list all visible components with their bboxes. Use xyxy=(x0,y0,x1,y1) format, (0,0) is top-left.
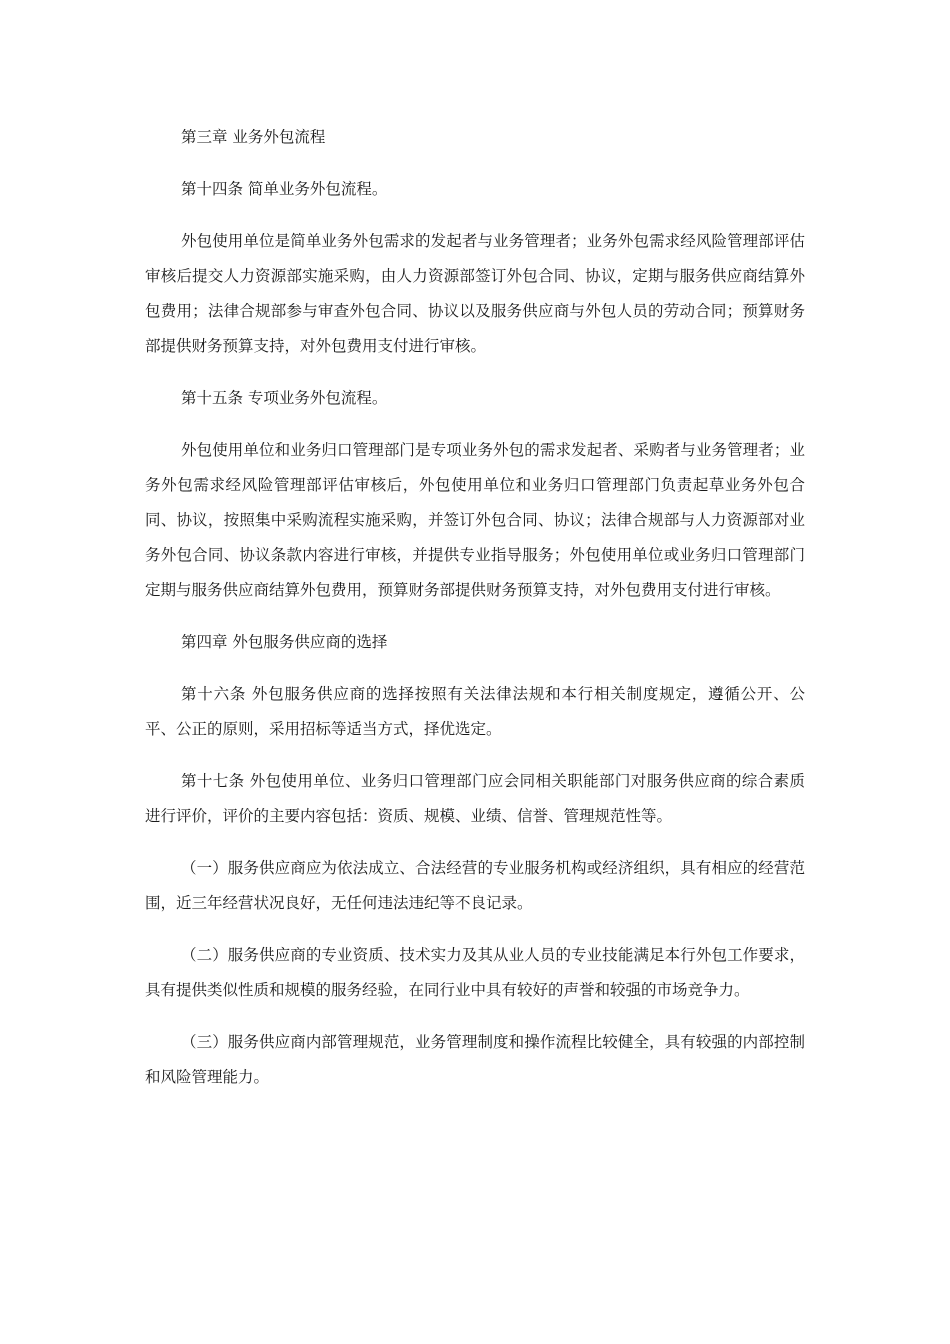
body-paragraph: 外包使用单位是简单业务外包需求的发起者与业务管理者；业务外包需求经风险管理部评估审核后提交人力资源部实施采购，由人力资源部签订外包合同、协议，定期与服务供应商结算外包费用；法律合规部参与审查外包合同、协议以及服务供应商与外包人员的劳动合同；预算财务部提供财务预算支持，对外包费用支付进行审核。 xyxy=(145,232,805,355)
chapter-heading: 第四章 外包服务供应商的选择 xyxy=(181,633,388,651)
body-paragraph: 外包使用单位和业务归口管理部门是专项业务外包的需求发起者、采购者与业务管理者；业务外包需求经风险管理部评估审核后，外包使用单位和业务归口管理部门负责起草业务外包合同、协议，按照集中采购流程实施采购，并签订外包合同、协议；法律合规部与人力资源部对业务外包合同、协议条款内容进行审核，并提供专业指导服务；外包使用单位或业务归口管理部门定期与服务供应商结算外包费用，预算财务部提供财务预算支持，对外包费用支付进行审核。 xyxy=(145,441,805,599)
article-heading: 第十五条 专项业务外包流程。 xyxy=(181,389,388,407)
document-body xyxy=(145,120,805,1112)
article-paragraph: 第十七条 外包使用单位、业务归口管理部门应会同相关职能部门对服务供应商的综合素质进行评价，评价的主要内容包括：资质、规模、业绩、信誉、管理规范性等。 xyxy=(145,772,805,825)
article-heading: 第十四条 简单业务外包流程。 xyxy=(181,180,388,198)
list-item-paragraph: （二）服务供应商的专业资质、技术实力及其从业人员的专业技能满足本行外包工作要求，具有提供类似性质和规模的服务经验，在同行业中具有较好的声誉和较强的市场竞争力。 xyxy=(145,946,805,999)
list-item-paragraph: （三）服务供应商内部管理规范，业务管理制度和操作流程比较健全，具有较强的内部控制和风险管理能力。 xyxy=(145,1033,805,1086)
article-paragraph: 第十六条 外包服务供应商的选择按照有关法律法规和本行相关制度规定，遵循公开、公平、公正的原则，采用招标等适当方式，择优选定。 xyxy=(145,685,805,738)
chapter-heading: 第三章 业务外包流程 xyxy=(181,128,326,146)
list-item-paragraph: （一）服务供应商应为依法成立、合法经营的专业服务机构或经济组织，具有相应的经营范围，近三年经营状况良好，无任何违法违纪等不良记录。 xyxy=(145,859,805,912)
